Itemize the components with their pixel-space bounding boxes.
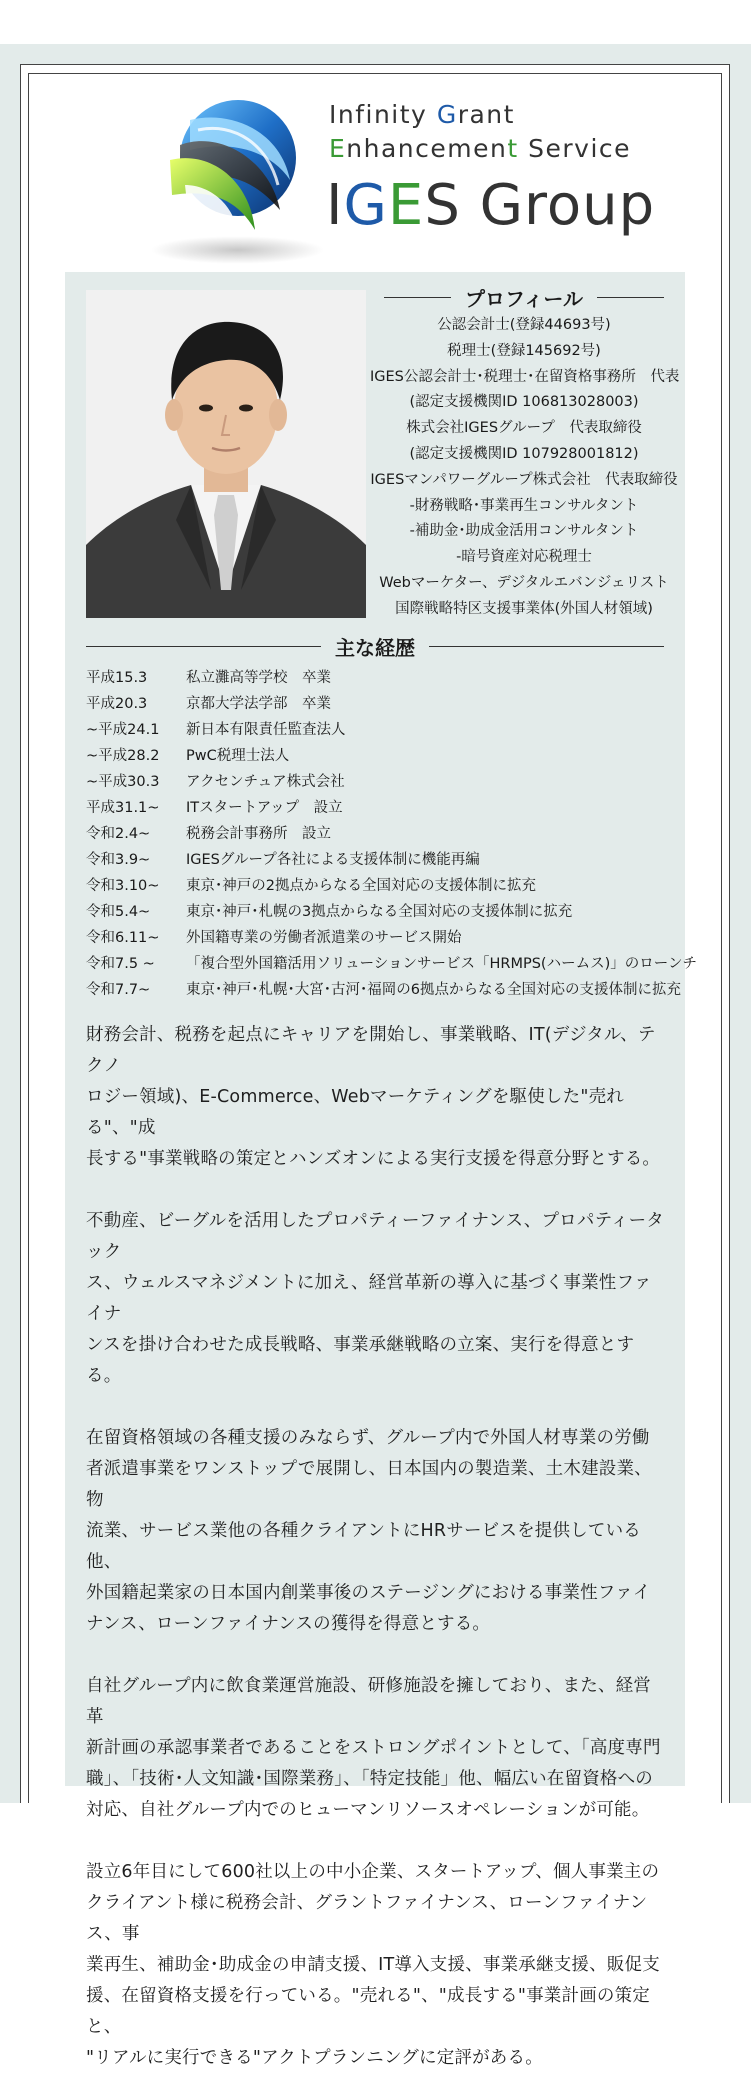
career-date: 令和5.4~ (86, 904, 151, 920)
profile-line: 税理士(登録145692号) (447, 342, 601, 359)
bio-line: 流業、サービス業他の各種クライアントにHRサービスを提供している他、 (86, 1521, 641, 1572)
profile-line: 公認会計士(登録44693号) (437, 317, 611, 333)
career-row (86, 847, 686, 873)
profile-line: (認定支援機関ID 107928001812) (409, 445, 639, 462)
career-text: アクセンチュア株式会社 (186, 774, 345, 790)
career-text: 東京･神戸･札幌の3拠点からなる全国対応の支援体制に拡充 (186, 904, 573, 920)
career-text: ITスタートアップ 設立 (186, 800, 343, 816)
bio-line: 財務会計、税務を起点にキャリアを開始し、事業戦略、IT(デジタル、テクノ (86, 1025, 656, 1076)
career-text: IGESグループ各社による支援体制に機能再編 (186, 852, 480, 868)
bio-line: クライアント様に税務会計、グラントファイナンス、ローンファイナンス、事 (86, 1893, 648, 1944)
career-date: 令和7.5 ~ (86, 956, 155, 972)
career-text: 私立灘高等学校 卒業 (186, 670, 331, 686)
career-date: 令和3.9~ (86, 852, 151, 868)
career-heading: 主な経歴 (86, 633, 664, 659)
bio-line: 業再生、補助金･助成金の申請支援、IT導入支援、事業承継支援、販促支 (86, 1955, 660, 1975)
career-date: ~平成24.1 (86, 722, 160, 738)
career-row (86, 769, 686, 795)
logo-tagline-line2: Enhancement Service (329, 134, 632, 163)
bio-line: 職」、「技術･人文知識･国際業務」、「特定技能」他、幅広い在留資格への (86, 1769, 653, 1789)
bio-line: 者派遣事業をワンストップで展開し、日本国内の製造業、土木建設業、物 (86, 1459, 652, 1510)
bio-line: ンスを掛け合わせた成長戦略、事業承継戦略の立案、実行を得意とする。 (86, 1335, 635, 1386)
profile-line: 株式会社IGESグループ 代表取締役 (406, 420, 642, 437)
bio-paragraph (86, 1020, 666, 1175)
logo-shadow (150, 236, 325, 264)
profile-line: -財務戦略･事業再生コンサルタント (409, 497, 639, 514)
swirl-logo-icon (150, 90, 300, 240)
bio-line: 外国籍起業家の日本国内創業事後のステージングにおける事業性ファイ (86, 1583, 651, 1603)
bio-paragraph (86, 1206, 666, 1392)
career-date: ~平成30.3 (86, 774, 160, 790)
bio-line: 新計画の承認事業者であることをストロングポイントとして、「高度専門 (86, 1738, 661, 1758)
career-date: 平成20.3 (86, 696, 148, 712)
profile-heading: プロフィール (384, 284, 664, 310)
career-date: 令和7.7~ (86, 982, 151, 998)
bio-line: 在留資格領域の各種支援のみならず、グループ内で外国人材専業の労働 (86, 1428, 650, 1448)
career-text: 東京･神戸･札幌･大宮･古河･福岡の6拠点からなる全国対応の支援体制に拡充 (186, 982, 681, 998)
career-row (86, 951, 697, 977)
profile-line: 国際戦略特区支援事業体(外国人材領域) (395, 600, 653, 617)
bio-paragraph (86, 1423, 666, 1640)
career-row (86, 691, 686, 717)
career-row (86, 821, 686, 847)
career-text: 東京･神戸の2拠点からなる全国対応の支援体制に拡充 (186, 878, 536, 894)
bio-line: 自社グループ内に飲食業運営施設、研修施設を擁しており、また、経営革 (86, 1676, 651, 1727)
career-row (86, 665, 686, 691)
career-row (86, 899, 686, 925)
career-date: 平成15.3 (86, 670, 148, 686)
profile-line: -補助金･助成金活用コンサルタント (409, 523, 639, 540)
profile-line: Webマーケター、デジタルエバンジェリスト (379, 574, 669, 591)
career-text: 新日本有限責任監査法人 (186, 722, 346, 738)
bio-line: 援、在留資格支援を行っている。"売れる"、"成長する"事業計画の策定と、 (86, 1986, 650, 2037)
bio-line: ス、ウェルスマネジメントに加え、経営革新の導入に基づく事業性ファイナ (86, 1273, 652, 1324)
bio-line: 対応、自社グループ内でのヒューマンリソースオペレーションが可能。 (86, 1800, 650, 1820)
profile-line: -暗号資産対応税理士 (456, 549, 592, 566)
bio-line: ロジー領域)、E-Commerce、Webマーケティングを駆使した"売れる"、"成 (86, 1087, 624, 1138)
bio-line: 不動産、ビーグルを活用したプロパティーファイナンス、プロパティータック (86, 1211, 664, 1262)
career-text: 京都大学法学部 卒業 (186, 696, 331, 712)
career-row (86, 977, 686, 1003)
career-row (86, 717, 686, 743)
portrait-photo (86, 290, 366, 618)
career-text: 「複合型外国籍活用ソリューションサービス「HRMPS(ハームス)」のローンチ (186, 956, 697, 972)
career-date: 令和6.11~ (86, 930, 160, 946)
career-row (86, 873, 686, 899)
career-date: ~平成28.2 (86, 748, 160, 764)
profile-line: (認定支援機関ID 106813028003) (409, 394, 639, 411)
profile-line: IGES公認会計士･税理士･在留資格事務所 代表 (370, 368, 680, 385)
bio-line: 長する"事業戦略の策定とハンズオンによる実行支援を得意分野とする。 (86, 1149, 661, 1169)
profile-details (370, 313, 678, 623)
bio-line: ナンス、ローンファイナンスの獲得を得意とする。 (86, 1614, 491, 1634)
career-date: 平成31.1~ (86, 800, 160, 816)
profile-line: IGESマンパワーグループ株式会社 代表取締役 (370, 471, 678, 488)
career-date: 令和3.10~ (86, 878, 160, 894)
bio-line: "リアルに実行できる"アクトプランニングに定評がある。 (86, 2048, 543, 2068)
bio-paragraph (86, 1857, 666, 2074)
logo-tagline-line1: Infinity Grant (329, 100, 515, 129)
career-row (86, 925, 686, 951)
career-row (86, 795, 686, 821)
career-list (86, 665, 697, 1003)
career-text: 税務会計事務所 設立 (186, 826, 331, 842)
career-row (86, 743, 686, 769)
bio-paragraphs (86, 1020, 666, 2074)
career-text: PwC税理士法人 (186, 748, 290, 764)
career-text: 外国籍専業の労働者派遣業のサービス開始 (186, 930, 462, 946)
career-date: 令和2.4~ (86, 826, 151, 842)
brand-name: IGES Group (326, 173, 656, 238)
bio-line: 設立6年目にして600社以上の中小企業、スタートアップ、個人事業主の (86, 1862, 660, 1882)
